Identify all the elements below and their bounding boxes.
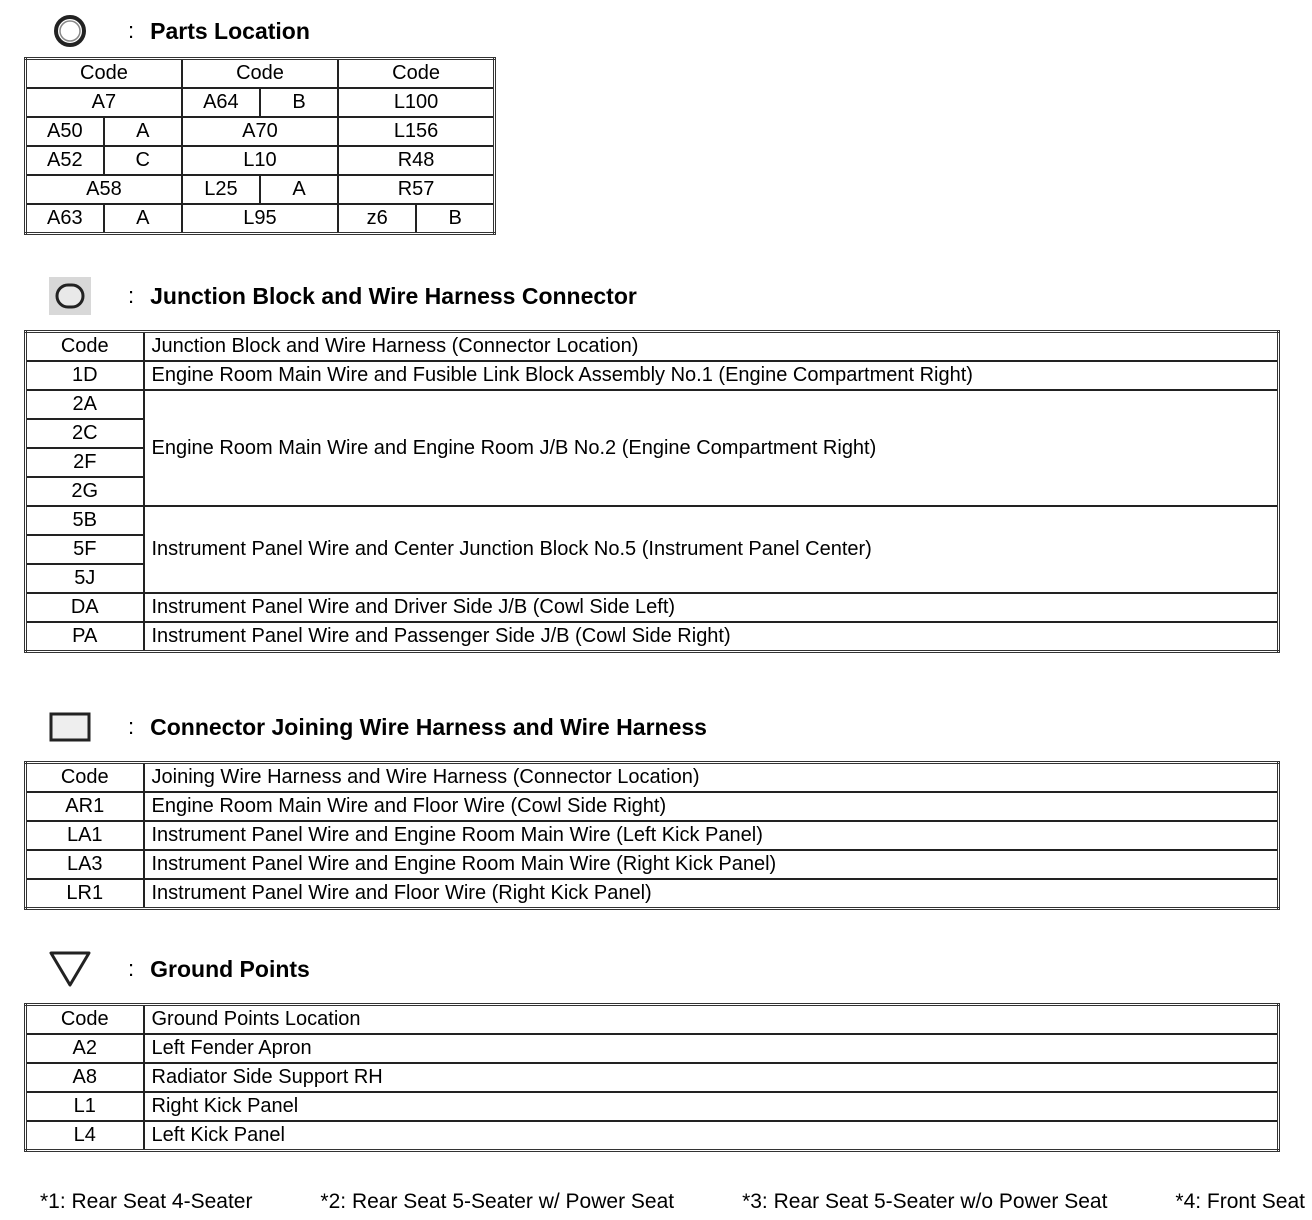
parts-location-header <box>48 13 310 49</box>
table-row <box>26 117 495 146</box>
code-cell: A7 <box>26 88 182 117</box>
footnote: *1: Rear Seat 4-Seater <box>40 1190 253 1213</box>
code-cell: 2G <box>26 477 144 506</box>
column-header: Code <box>338 59 494 89</box>
description-cell: Left Fender Apron <box>144 1034 1279 1063</box>
table-header-row <box>26 763 1279 793</box>
footnote: *4: Front Seat <box>1175 1190 1305 1213</box>
code-cell: 2F <box>26 448 144 477</box>
column-header: Junction Block and Wire Harness (Connector Location) <box>144 332 1279 362</box>
table-row <box>26 1063 1279 1092</box>
table-row <box>26 593 1279 622</box>
code-cell: A70 <box>182 117 338 146</box>
column-header: Code <box>182 59 338 89</box>
section-title: Parts Location <box>150 17 310 44</box>
description-cell: Instrument Panel Wire and Driver Side J/B (Cowl Side Left) <box>144 593 1279 622</box>
table-row <box>26 821 1279 850</box>
code-cell: L25 <box>182 175 260 204</box>
parts-location-table <box>24 57 496 235</box>
table-row <box>26 390 1279 419</box>
shaded-oval-icon <box>48 278 92 314</box>
table-row <box>26 792 1279 821</box>
code-cell: L156 <box>338 117 494 146</box>
variant-cell: C <box>104 146 182 175</box>
table-row <box>26 850 1279 879</box>
code-cell: DA <box>26 593 144 622</box>
code-cell: L100 <box>338 88 494 117</box>
column-header: Ground Points Location <box>144 1005 1279 1035</box>
column-header: Code <box>26 332 144 362</box>
code-cell: A52 <box>26 146 104 175</box>
code-cell: PA <box>26 622 144 652</box>
connector-joining-header <box>48 709 707 745</box>
table-row <box>26 879 1279 909</box>
column-header: Code <box>26 763 144 793</box>
code-cell: 2C <box>26 419 144 448</box>
code-cell: L10 <box>182 146 338 175</box>
colon: : <box>128 18 135 43</box>
code-cell: A8 <box>26 1063 144 1092</box>
table-row <box>26 175 495 204</box>
code-cell: LR1 <box>26 879 144 909</box>
code-cell: A50 <box>26 117 104 146</box>
code-cell: 2A <box>26 390 144 419</box>
code-cell: LA3 <box>26 850 144 879</box>
description-cell: Instrument Panel Wire and Center Junction Block No.5 (Instrument Panel Center) <box>144 506 1279 593</box>
connector-joining-table <box>24 761 1280 910</box>
description-cell: Instrument Panel Wire and Floor Wire (Right Kick Panel) <box>144 879 1279 909</box>
variant-cell: A <box>104 117 182 146</box>
footnotes <box>40 1190 1305 1214</box>
column-header: Code <box>26 59 182 89</box>
variant-cell: B <box>260 88 338 117</box>
description-cell: Instrument Panel Wire and Engine Room Main Wire (Left Kick Panel) <box>144 821 1279 850</box>
code-cell: A64 <box>182 88 260 117</box>
description-cell: Instrument Panel Wire and Engine Room Main Wire (Right Kick Panel) <box>144 850 1279 879</box>
colon: : <box>128 283 135 308</box>
table-row <box>26 88 495 117</box>
footnote: *2: Rear Seat 5-Seater w/ Power Seat <box>320 1190 675 1213</box>
table-row <box>26 1034 1279 1063</box>
table-row <box>26 146 495 175</box>
junction-block-header <box>48 278 637 314</box>
description-cell: Instrument Panel Wire and Passenger Side J/B (Cowl Side Right) <box>144 622 1279 652</box>
description-cell: Engine Room Main Wire and Floor Wire (Cowl Side Right) <box>144 792 1279 821</box>
table-header-row <box>26 1005 1279 1035</box>
code-cell: A2 <box>26 1034 144 1063</box>
description-cell: Engine Room Main Wire and Fusible Link Block Assembly No.1 (Engine Compartment Right) <box>144 361 1279 390</box>
rectangle-icon <box>48 709 92 745</box>
code-cell: R48 <box>338 146 494 175</box>
ground-points-header <box>48 951 310 987</box>
code-cell: A58 <box>26 175 182 204</box>
code-cell: AR1 <box>26 792 144 821</box>
circle-icon <box>48 13 92 49</box>
section-title: Connector Joining Wire Harness and Wire Harness <box>150 713 707 740</box>
table-row <box>26 506 1279 535</box>
variant-cell: A <box>104 204 182 234</box>
colon: : <box>128 714 135 739</box>
section-title: Ground Points <box>150 955 310 982</box>
code-cell: 5F <box>26 535 144 564</box>
code-cell: 5B <box>26 506 144 535</box>
triangle-down-icon <box>48 951 92 987</box>
table-row <box>26 622 1279 652</box>
colon: : <box>128 956 135 981</box>
ground-points-table <box>24 1003 1280 1152</box>
table-row <box>26 204 495 234</box>
description-cell: Right Kick Panel <box>144 1092 1279 1121</box>
description-cell: Left Kick Panel <box>144 1121 1279 1151</box>
table-row <box>26 1121 1279 1151</box>
description-cell: Engine Room Main Wire and Engine Room J/B No.2 (Engine Compartment Right) <box>144 390 1279 506</box>
column-header: Code <box>26 1005 144 1035</box>
variant-cell: B <box>416 204 494 234</box>
footnote: *3: Rear Seat 5-Seater w/o Power Seat <box>742 1190 1108 1213</box>
code-cell: L4 <box>26 1121 144 1151</box>
code-cell: L1 <box>26 1092 144 1121</box>
code-cell: 1D <box>26 361 144 390</box>
table-row <box>26 1092 1279 1121</box>
code-cell: 5J <box>26 564 144 593</box>
code-cell: R57 <box>338 175 494 204</box>
junction-block-table <box>24 330 1280 653</box>
column-header: Joining Wire Harness and Wire Harness (Connector Location) <box>144 763 1279 793</box>
code-cell: z6 <box>338 204 416 234</box>
table-header-row <box>26 59 495 89</box>
table-header-row <box>26 332 1279 362</box>
code-cell: A63 <box>26 204 104 234</box>
variant-cell: A <box>260 175 338 204</box>
code-cell: LA1 <box>26 821 144 850</box>
section-title: Junction Block and Wire Harness Connector <box>150 282 637 309</box>
code-cell: L95 <box>182 204 338 234</box>
table-row <box>26 361 1279 390</box>
description-cell: Radiator Side Support RH <box>144 1063 1279 1092</box>
